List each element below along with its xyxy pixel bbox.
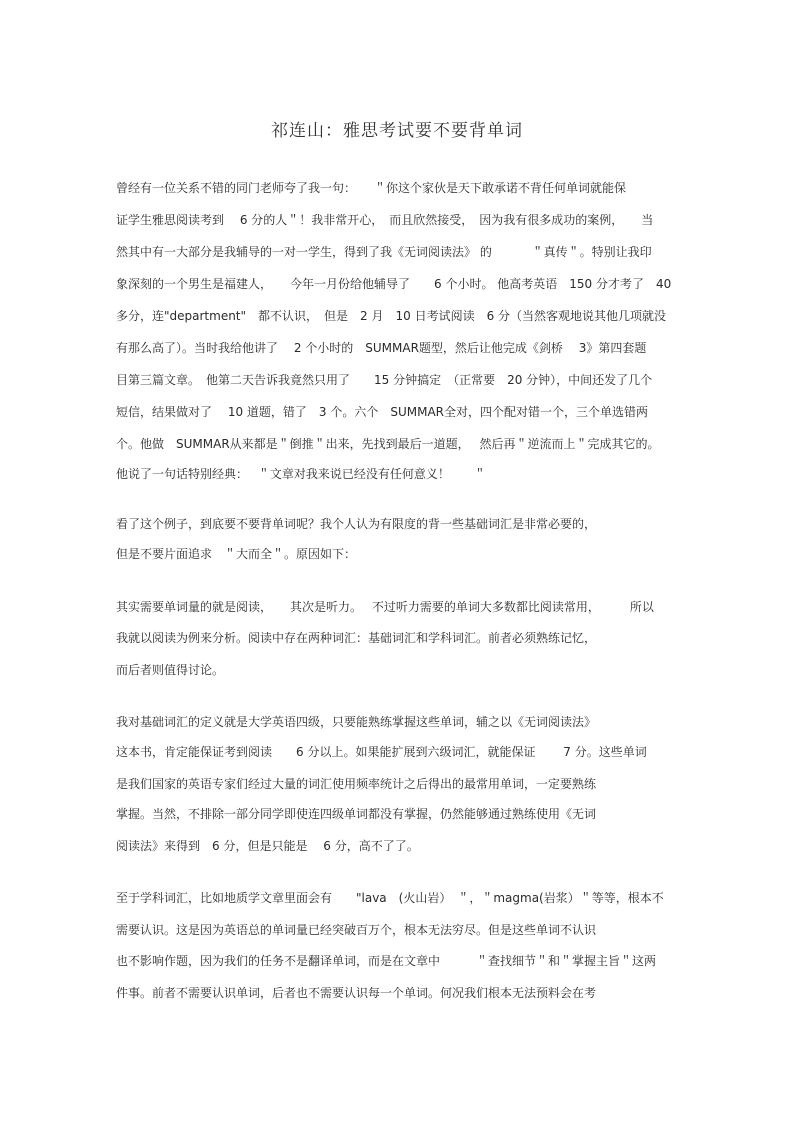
paragraph-1-line-6: 有那么高了）。当时我给他讲了 2 个小时的 SUMMAR题型，然后让他完成《剑桥 3》第四套题: [116, 341, 647, 355]
paragraph-1-line-1: 曾经有一位关系不错的同门老师夸了我一句： ＂你这个家伙是天下敢承诺不背任何单词就能保: [116, 181, 627, 195]
paragraph-1-line-7: 目第三篇文章。 他第二天告诉我竟然只用了 15 分钟搞定 （正常要 20 分钟），中间还发了几个: [116, 373, 653, 387]
paragraph-4-line-5: 阅读法》来得到 6 分，但是只能是 6 分，高不了了。: [116, 839, 419, 853]
paragraph-5-line-1: 至于学科词汇，比如地质学文章里面会有 "lava (火山岩） ＂，＂magma(岩浆）＂等等，根本不: [116, 891, 664, 905]
paragraph-4-line-1: 我对基础词汇的定义就是大学英语四级，只要能熟练掌握这些单词，辅之以《无词阅读法》: [116, 715, 597, 729]
paragraph-4-line-4: 掌握。当然，不排除一部分同学即使连四级单词都没有掌握，仍然能够通过熟练使用《无词: [116, 807, 597, 821]
paragraph-3-line-2: 我就以阅读为例来分析。阅读中存在两种词汇：基础词汇和学科词汇。前者必须熟练记忆，: [116, 631, 597, 645]
paragraph-3-line-3: 而后者则值得讨论。: [116, 663, 225, 677]
paragraph-1-line-8: 短信，结果做对了 10 道题，错了 3 个。六个 SUMMAR全对，四个配对错一个，三个单选错两: [116, 405, 649, 419]
paragraph-5-line-4: 件事。前者不需要认识单词，后者也不需要认识每一个单词。何况我们根本无法预料会在考: [116, 986, 597, 1000]
paragraph-1-line-4: 象深刻的一个男生是福建人， 今年一月份给他辅导了 6 个小时。 他高考英语 150 分才考了 40: [116, 277, 672, 291]
paragraph-1-line-9: 个。他做 SUMMAR从来都是＂倒推＂出来，先找到最后一道题， 然后再＂逆流而上＂完成其它的。: [116, 437, 660, 451]
paragraph-2-line-1: 看了这个例子，到底要不要背单词呢？我个人认为有限度的背一些基础词汇是非常必要的，: [116, 517, 597, 531]
document-title: 祁连山：雅思考试要不要背单词: [271, 121, 523, 141]
paragraph-5-line-2: 需要认识。这是因为英语总的单词量已经突破百万个，根本无法穷尽。但是这些单词不认识: [116, 923, 597, 937]
paragraph-1-line-5: 多分，连"department" 都不认识， 但是 2 月 10 日考试阅读 6 分（当然客观地说其他几项就没: [116, 309, 667, 323]
paragraph-1-line-10: 他说了一句话特别经典： ＂文章对我来说已经没有任何意义！ ＂: [116, 467, 486, 481]
paragraph-4-line-2: 这本书，肯定能保证考到阅读 6 分以上。如果能扩展到六级词汇，就能保证 7 分。这些单词: [116, 745, 647, 759]
paragraph-5-line-3: 也不影响作题，因为我们的任务不是翻译单词，而是在文章中 ＂查找细节＂和＂掌握主旨＂这两: [116, 954, 657, 968]
paragraph-1-line-3: 然其中有一大部分是我辅导的一对一学生，得到了我《无词阅读法》 的 ＂真传＂。特别让我印: [116, 245, 652, 259]
paragraph-1-line-2: 证学生雅思阅读考到 6 分的人＂！我非常开心， 而且欣然接受， 因为我有很多成功的案例， 当: [116, 213, 654, 227]
paragraph-2-line-2: 但是不要片面追求 ＂大而全＂。原因如下：: [116, 547, 357, 561]
paragraph-4-line-3: 是我们国家的英语专家们经过大量的词汇使用频率统计之后得出的最常用单词，一定要熟练: [116, 777, 597, 791]
paragraph-3-line-1: 其实需要单词量的就是阅读， 其次是听力。 不过听力需要的单词大多数都比阅读常用， 所以: [116, 600, 654, 614]
